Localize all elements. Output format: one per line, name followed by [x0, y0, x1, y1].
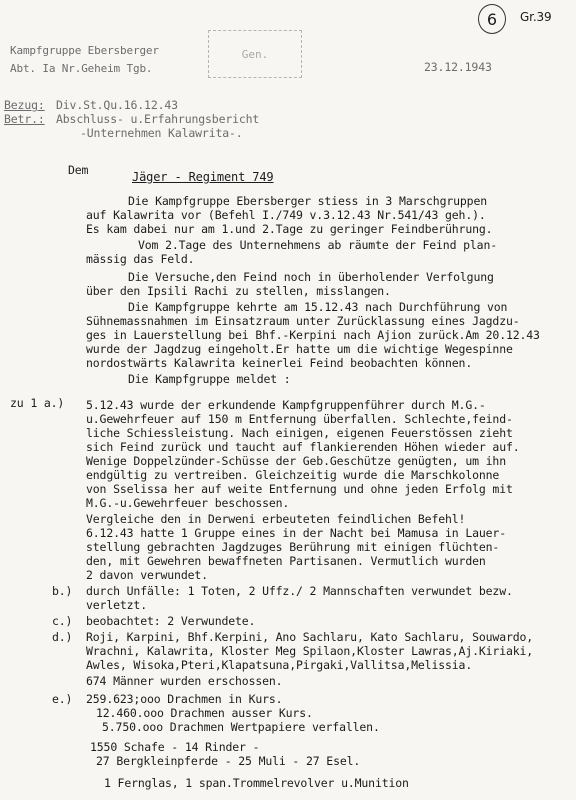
- item-line: Awles, Wisoka,Pteri,Klapatsuna,Pirgaki,Vallitsa,Melissia.: [86, 658, 473, 672]
- item-line: u.Gewehrfeuer auf 150 m Entfernung überfallen. Schlechte,feind-: [86, 412, 513, 426]
- sender-line-1: Kampfgruppe Ebersberger: [10, 44, 159, 57]
- item-line: 1550 Schafe - 14 Rinder -: [90, 740, 260, 754]
- item-line: von Sselissa her auf weite Entfernung und ohne jeden Erfolg mit: [86, 482, 513, 496]
- body-line: Sühnemassnahmen im Einsatzraum unter Zurücklassung eines Jagdzu-: [86, 314, 520, 328]
- betreff-value: Abschluss- u.Erfahrungsbericht: [56, 112, 260, 126]
- item-line: den, mit Gewehren bewaffneten Partisanen. Vermutlich wurden: [86, 554, 486, 568]
- item-line: Wenige Doppelzünder-Schüsse der Geb.Geschütze genügten, um ihn: [86, 454, 506, 468]
- item-line: 12.460.ooo Drachmen ausser Kurs.: [96, 706, 313, 720]
- page-number-mark: 6: [478, 4, 506, 34]
- body-line: Die Kampfgruppe kehrte am 15.12.43 nach Durchführung von: [128, 300, 508, 314]
- sender-line-2: Abt. Ia Nr.Geheim Tgb.: [10, 62, 153, 75]
- body-line: mässig das Feld.: [86, 252, 195, 266]
- item-line: 1 Fernglas, 1 span.Trommelrevolver u.Munition: [104, 776, 409, 790]
- body-line: auf Kalawrita vor (Befehl I./749 v.3.12.43 Nr.541/43 geh.).: [86, 208, 486, 222]
- body-line: Die Kampfgruppe meldet :: [128, 372, 291, 386]
- bezug-value: Div.St.Qu.16.12.43: [56, 98, 178, 112]
- item-line: 6.12.43 hatte 1 Gruppe eines in der Nacht bei Mamusa in Lauer-: [86, 526, 506, 540]
- betreff-value-2: -Unternehmen Kalawrita-.: [80, 126, 243, 140]
- archive-reference: Gr.39: [520, 10, 552, 24]
- item-line: Roji, Karpini, Bhf.Kerpini, Ano Sachlaru, Kato Sachlaru, Souwardo,: [86, 630, 534, 644]
- office-stamp: Gen.: [208, 30, 302, 78]
- item-label: c.): [52, 614, 73, 628]
- item-line: beobachtet: 2 Verwundete.: [86, 614, 256, 628]
- addressee-prefix: Dem: [68, 163, 89, 177]
- body-line: ges in Lauerstellung bei Bhf.-Kerpini nach Ajion zurück.Am 20.12.43: [86, 328, 540, 342]
- item-line: 2 davon verwundet.: [86, 568, 208, 582]
- addressee-regiment: Jäger - Regiment 749: [132, 170, 274, 184]
- item-line: stellung gebrachten Jagdzuges Berührung mit einigen flüchten-: [86, 540, 500, 554]
- betreff-label: Betr.:: [4, 112, 45, 126]
- item-line: Wrachni, Kalawrita, Kloster Meg Spilaon,Kloster Lawras,Aj.Kiriaki,: [86, 644, 534, 658]
- item-label: b.): [52, 584, 73, 598]
- item-line: M.G.-u.Gewehrfeuer beschossen.: [86, 496, 290, 510]
- item-label: zu 1 a.): [10, 396, 65, 410]
- item-label: e.): [52, 692, 73, 706]
- item-label: d.): [52, 630, 73, 644]
- item-line: 259.623;ooo Drachmen in Kurs.: [86, 692, 283, 706]
- body-line: Die Kampfgruppe Ebersberger stiess in 3 Marschgruppen: [128, 194, 488, 208]
- item-line: liche Schiessleistung. Nach einigen, eigenen Feuerstössen zieht: [86, 426, 513, 440]
- body-line: nordostwärts Kalawrita keinerlei Feind beobachten können.: [86, 356, 473, 370]
- body-line: wurde der Jagdzug eingeholt.Er hatte um die wichtige Wegespinne: [86, 342, 513, 356]
- item-line: 5.12.43 wurde der erkundende Kampfgruppenführer durch M.G.-: [86, 398, 486, 412]
- document-date: 23.12.1943: [424, 60, 492, 74]
- item-line: 27 Bergkleinpferde - 25 Muli - 27 Esel.: [96, 754, 361, 768]
- item-line: sich Feind zurück und taucht auf flankierenden Höhen wieder auf.: [86, 440, 520, 454]
- item-line: verletzt.: [86, 598, 147, 612]
- bezug-label: Bezug:: [4, 98, 45, 112]
- item-line: 674 Männer wurden erschossen.: [86, 674, 283, 688]
- item-line: 5.750.ooo Drachmen Wertpapiere verfallen.: [102, 720, 380, 734]
- item-line: Vergleiche den in Derweni erbeuteten feindlichen Befehl!: [86, 512, 466, 526]
- body-line: Die Versuche,den Feind noch in überholender Verfolgung: [128, 270, 494, 284]
- item-line: durch Unfälle: 1 Toten, 2 Uffz./ 2 Mannschaften verwundet bezw.: [86, 584, 513, 598]
- body-line: über den Ipsili Rachi zu stellen, misslangen.: [86, 284, 391, 298]
- item-line: endgültig zu vertreiben. Gleichzeitig wurde die Marschkolonne: [86, 468, 500, 482]
- body-line: Es kam dabei nur am 1.und 2.Tage zu geringer Feindberührung.: [86, 222, 493, 236]
- body-line: Vom 2.Tage des Unternehmens ab räumte der Feind plan-: [138, 238, 498, 252]
